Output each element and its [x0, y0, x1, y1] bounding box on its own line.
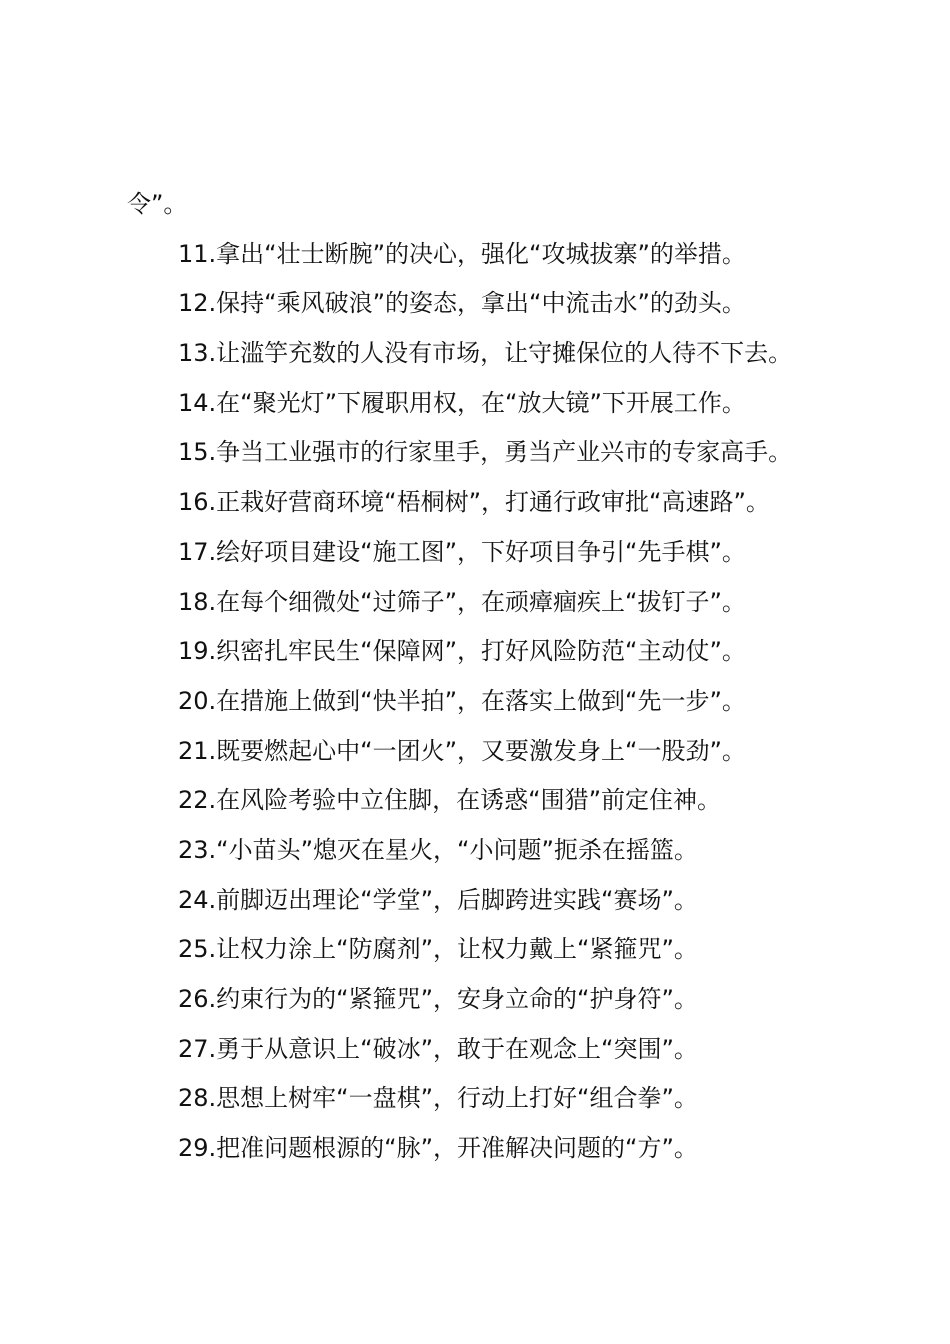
list-item: 24.前脚迈出理论“学堂”，后脚跨进实践“赛场”。	[178, 885, 698, 914]
list-item: 19.织密扎牢民生“保障网”，打好风险防范“主动仗”。	[178, 637, 746, 666]
list-item: 17.绘好项目建设“施工图”，下好项目争引“先手棋”。	[178, 537, 746, 566]
list-item: 22.在风险考验中立住脚，在诱惑“围猎”前定住神。	[178, 786, 722, 815]
list-item: 14.在“聚光灯”下履职用权，在“放大镜”下开展工作。	[178, 388, 746, 417]
list-item: 28.思想上树牢“一盘棋”，行动上打好“组合拳”。	[178, 1084, 698, 1113]
list-item: 15.争当工业强市的行家里手，勇当产业兴市的专家高手。	[178, 438, 793, 467]
list-item: 16.正栽好营商环境“梧桐树”，打通行政审批“高速路”。	[178, 488, 770, 517]
list-item: 29.把准问题根源的“脉”，开准解决问题的“方”。	[178, 1134, 698, 1163]
list-item: 12.保持“乘风破浪”的姿态，拿出“中流击水”的劲头。	[178, 289, 746, 318]
list-item: 11.拿出“壮士断腕”的决心，强化“攻城拔寨”的举措。	[178, 239, 746, 268]
list-item: 20.在措施上做到“快半拍”，在落实上做到“先一步”。	[178, 686, 746, 715]
document-body	[0, 180, 950, 1174]
list-item: 23.“小苗头”熄灭在星火，“小问题”扼杀在摇篮。	[178, 835, 698, 864]
list-item: 27.勇于从意识上“破冰”，敢于在观念上“突围”。	[178, 1034, 698, 1063]
list-item: 13.让滥竽充数的人没有市场，让守摊保位的人待不下去。	[178, 339, 793, 368]
continuation-line: 令”。	[127, 190, 188, 218]
list-item: 21.既要燃起心中“一团火”，又要激发身上“一股劲”。	[178, 736, 746, 765]
list-item: 26.约束行为的“紧箍咒”，安身立命的“护身符”。	[178, 985, 698, 1013]
list-item: 25.让权力涂上“防腐剂”，让权力戴上“紧箍咒”。	[178, 935, 698, 964]
list-item: 18.在每个细微处“过筛子”，在顽瘴痼疾上“拔钉子”。	[178, 587, 746, 616]
